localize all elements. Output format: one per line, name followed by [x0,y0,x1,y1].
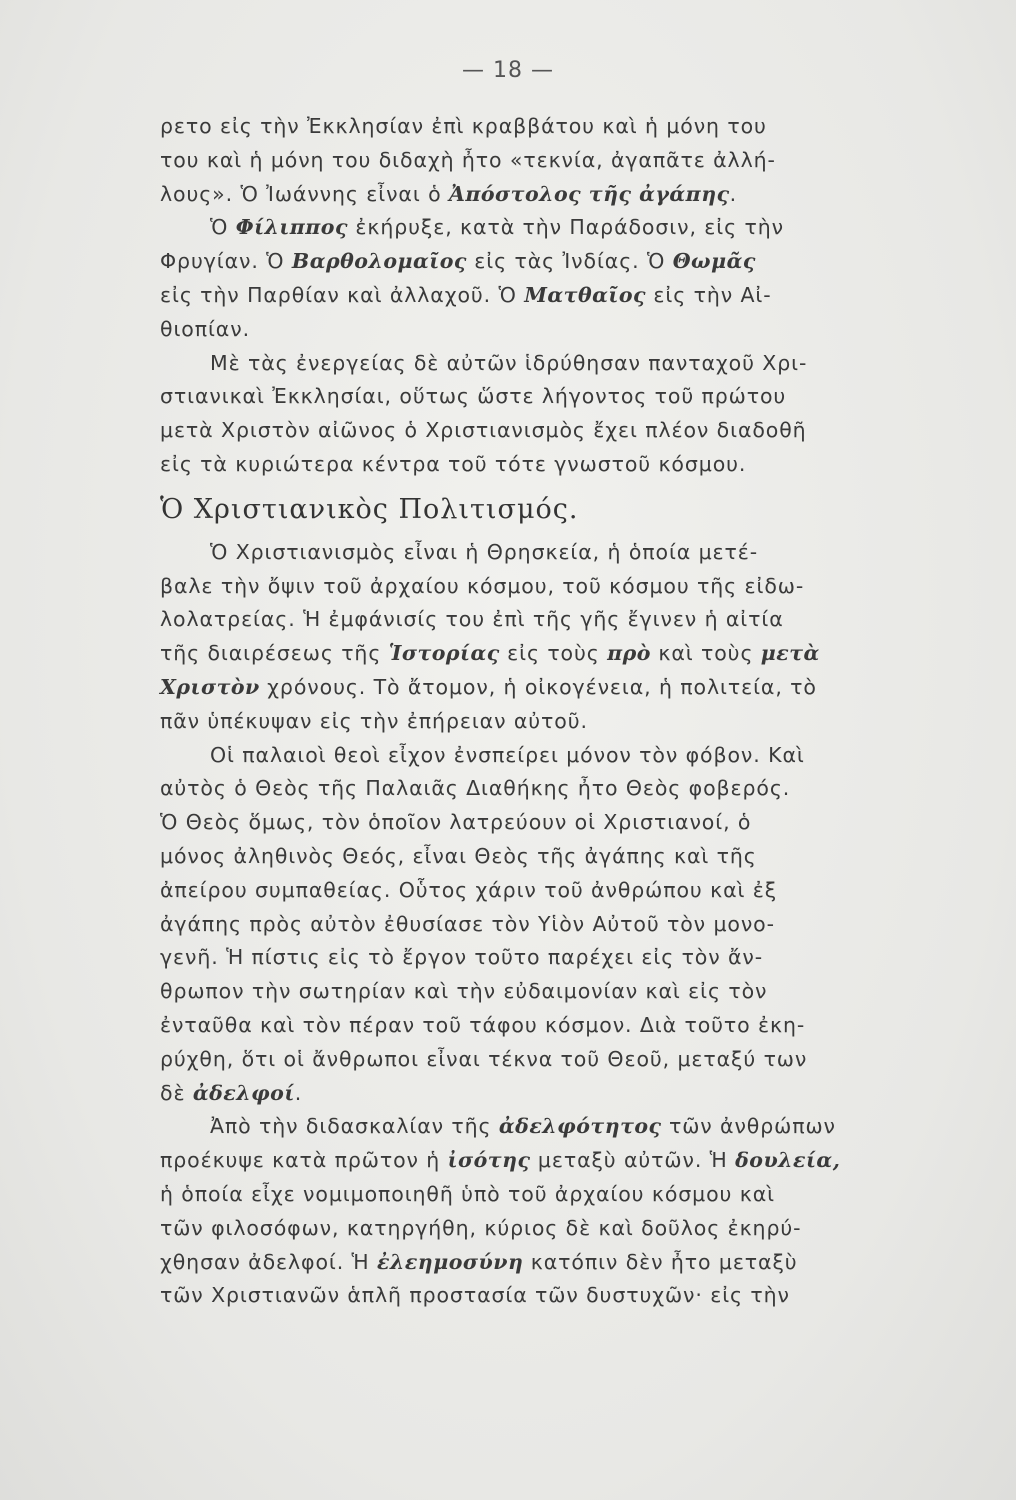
text-line: βαλε τὴν ὄψιν τοῦ ἀρχαίου κόσμου, τοῦ κόσμου τῆς εἰδω- [160,573,805,598]
text-line: Οἱ παλαιοὶ θεοὶ εἶχον ἐνσπείρει μόνον τὸν φόβον. Καὶ [210,742,805,767]
text-line: Φρυγίαν. Ὁ Βαρθολομαῖος εἰς τὰς Ἰνδίας. Ὁ Θωμᾶς [160,249,756,274]
emphasis: μετὰ [760,641,820,666]
text-line: Μὲ τὰς ἐνεργείας δὲ αὐτῶν ἱδρύθησαν πανταχοῦ Χρι- [210,350,808,375]
text-line: λους». Ὁ Ἰωάννης εἶναι ὁ Ἀπόστολος τῆς ἀγάπης. [160,181,737,206]
text-line: Ἀπὸ τὴν διδασκαλίαν τῆς ἀδελφότητος τῶν ἀνθρώπων [210,1114,836,1139]
text-line: ἐνταῦθα καὶ τὸν πέραν τοῦ τάφου κόσμον. Διὰ τοῦτο ἐκη- [160,1012,806,1037]
text-line: ἡ ὁποία εἶχε νομιμοποιηθῆ ὑπὸ τοῦ ἀρχαίου κόσμου καὶ [160,1181,775,1206]
text-line: εἰς τὰ κυριώτερα κέντρα τοῦ τότε γνωστοῦ κόσμου. [160,451,747,476]
text-line: χθησαν ἀδελφοί. Ἡ ἐλεημοσύνη κατόπιν δὲν ἦτο μεταξὺ [160,1249,798,1274]
text-line: ἀγάπης πρὸς αὐτὸν ἐθυσίασε τὸν Υἱὸν Αὐτοῦ τὸν μονο- [160,911,775,936]
text-line: ρύχθη, ὅτι οἱ ἄνθρωποι εἶναι τέκνα τοῦ Θεοῦ, μεταξύ των [160,1046,808,1071]
emphasis: Ἱστορίας [388,641,500,666]
text-line: Ὁ Χριστιανισμὸς εἶναι ἡ Θρησκεία, ἡ ὁποία μετέ- [210,539,759,564]
text-line: αὐτὸς ὁ Θεὸς τῆς Παλαιᾶς Διαθήκης ἦτο Θεὸς φοβερός. [160,776,791,801]
emphasis: Φίλιππος [235,215,348,240]
text-line: εἰς τὴν Παρθίαν καὶ ἀλλαχοῦ. Ὁ Ματθαῖος εἰς τὴν Αἰ- [160,282,772,307]
text-line: πᾶν ὑπέκυψαν εἰς τὴν ἐπήρειαν αὐτοῦ. [160,708,588,733]
text-line: Χριστὸν χρόνους. Τὸ ἄτομον, ἡ οἰκογένεια, ἡ πολιτεία, τὸ [160,674,817,699]
emphasis: πρὸ [607,641,651,666]
body-text [160,110,872,1313]
text-line: λολατρείας. Ἡ ἐμφάνισίς του ἐπὶ τῆς γῆς ἔγινεν ἡ αἰτία [160,607,784,632]
text-line: ρετο εἰς τὴν Ἐκκλησίαν ἐπὶ κραββάτου καὶ ἡ μόνη του [160,114,767,138]
text-line: τῶν Χριστιανῶν ἁπλῆ προστασία τῶν δυστυχῶν· εἰς τὴν [160,1283,790,1308]
text-line: θρωπον τὴν σωτηρίαν καὶ τὴν εὐδαιμονίαν καὶ εἰς τὸν [160,979,768,1004]
emphasis: ἰσότης [447,1148,531,1173]
text-line: δὲ ἀδελφοί. [160,1080,303,1105]
text-line: στιανικαὶ Ἐκκλησίαι, οὕτως ὥστε λήγοντος τοῦ πρώτου [160,384,787,409]
emphasis: Θωμᾶς [672,249,756,274]
emphasis: ἀδελφοί [192,1080,295,1105]
text-line: μόνος ἀληθινὸς Θεός, εἶναι Θεὸς τῆς ἀγάπης καὶ τῆς [160,843,757,868]
text-line: μετὰ Χριστὸν αἰῶνος ὁ Χριστιανισμὸς ἔχει πλέον διαδοθῆ [160,418,807,443]
text-line: τῶν φιλοσόφων, κατηργήθη, κύριος δὲ καὶ δοῦλος ἐκηρύ- [160,1215,802,1240]
text-line: Ὁ Φίλιππος ἐκήρυξε, κατὰ τὴν Παράδοσιν, εἰς τὴν [210,215,784,240]
text-line: τῆς διαιρέσεως τῆς Ἱστορίας εἰς τοὺς πρὸ καὶ τοὺς μετὰ [160,641,820,666]
text-line: θιοπίαν. [160,316,250,341]
text-line: του καὶ ἡ μόνη του διδαχὴ ἦτο «τεκνία, ἀγαπᾶτε ἀλλή- [160,147,776,172]
emphasis: ἐλεημοσύνη [377,1249,524,1274]
text-line: ἀπείρου συμπαθείας. Οὗτος χάριν τοῦ ἀνθρώπου καὶ ἐξ [160,877,778,902]
page-number: — 18 — [462,58,554,83]
section-heading: Ὁ Χριστιανικὸς Πολιτισμός. [160,493,579,525]
emphasis: Ἀπόστολος τῆς ἀγάπης [448,181,730,206]
emphasis: Χριστὸν [160,674,260,699]
emphasis: Ματθαῖος [524,282,646,307]
emphasis: ἀδελφότητος [498,1114,662,1139]
text-line: γενῆ. Ἡ πίστις εἰς τὸ ἔργον τοῦτο παρέχει εἰς τὸν ἄν- [160,945,764,970]
emphasis: Βαρθολομαῖος [291,249,467,274]
text-line: Ὁ Θεὸς ὅμως, τὸν ὁποῖον λατρεύουν οἱ Χριστιανοί, ὁ [160,810,752,835]
emphasis: δουλεία, [735,1148,841,1173]
text-line: προέκυψε κατὰ πρῶτον ἡ ἰσότης μεταξὺ αὐτῶν. Ἡ δουλεία, [160,1148,841,1173]
